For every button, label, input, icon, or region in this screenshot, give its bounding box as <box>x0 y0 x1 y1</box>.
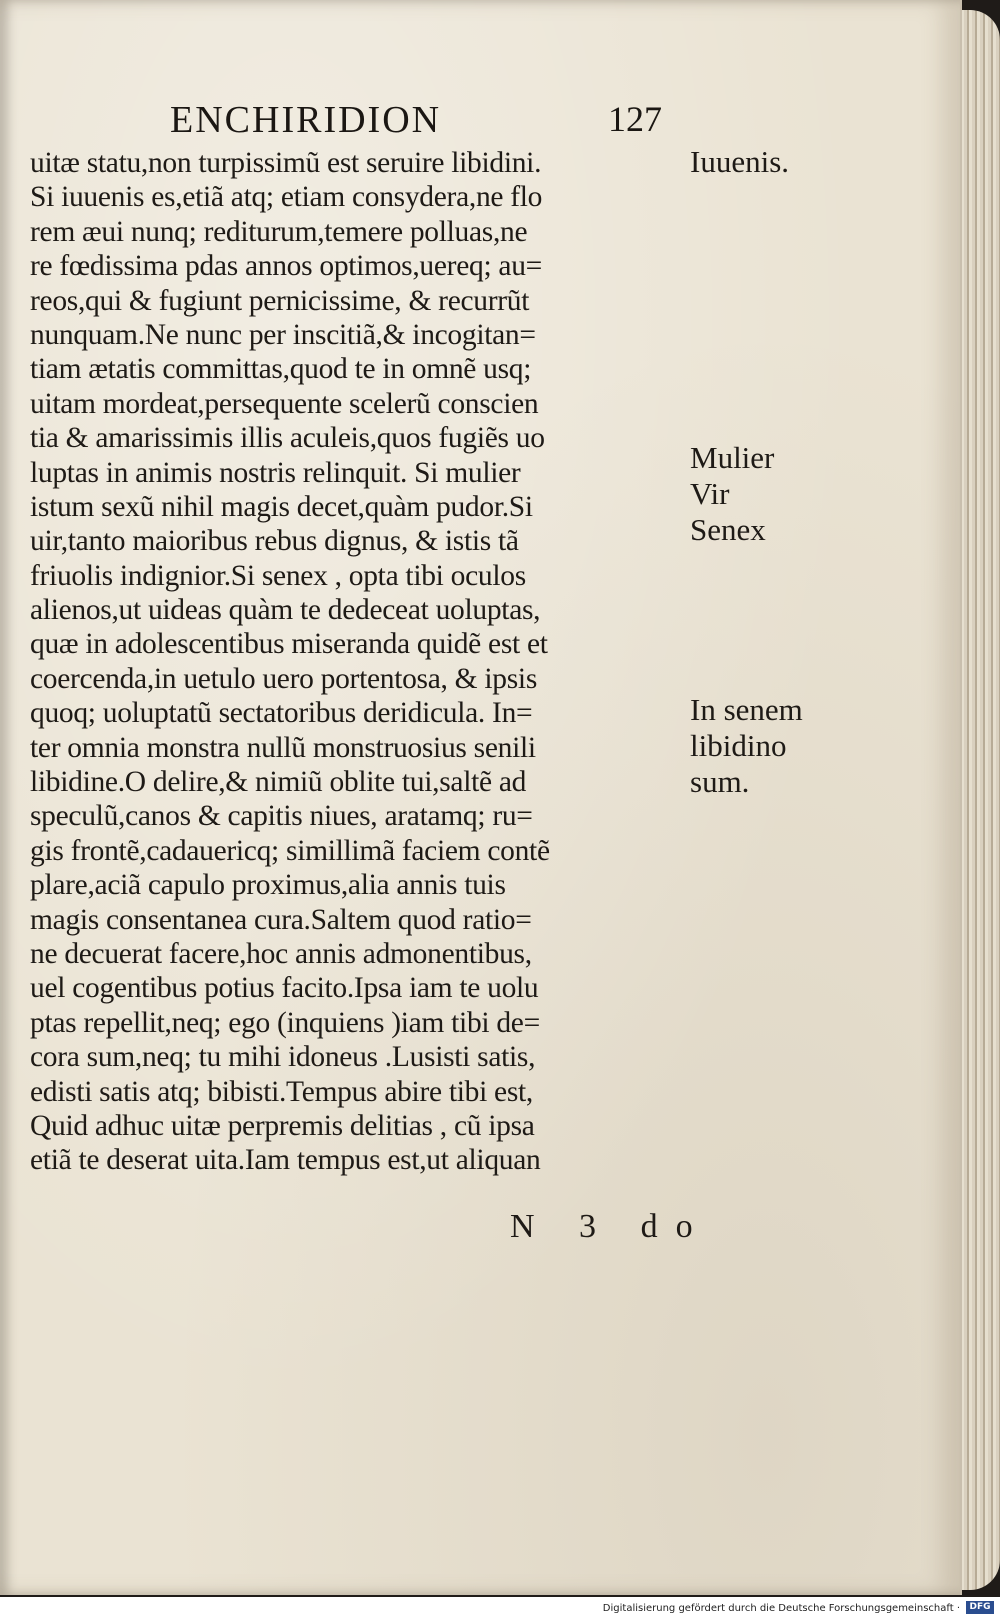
text-line: luptas in animis nostris relinquit. Si mulier <box>30 456 521 489</box>
text-line: ter omnia monstra nullũ monstruosius senili <box>30 731 536 764</box>
text-line: gis frontẽ,cadauericq; simillimã faciem contẽ <box>30 834 550 867</box>
digitization-footer <box>0 1597 1000 1617</box>
text-line: ptas repellit,neq; ego (inquiens )iam tibi de= <box>30 1006 540 1039</box>
text-line: libidine.O delire,& nimiũ oblite tui,saltẽ ad <box>30 766 527 799</box>
margin-note-in-senem: In senem <box>690 692 803 727</box>
catchword-line <box>510 1208 711 1246</box>
text-line: cora sum,neq; tu mihi idoneus .Lusisti satis, <box>30 1041 536 1074</box>
catchword: do <box>640 1208 711 1245</box>
text-line: nunquam.Ne nunc per inscitiã,& incogitan= <box>30 318 536 351</box>
text-line: quæ in adolescentibus miseranda quidẽ est et <box>30 628 548 661</box>
text-line: tia & amarissimis illis aculeis,quos fugiẽs uo <box>30 422 545 455</box>
margin-note-sum: sum. <box>690 764 750 799</box>
text-line: coercenda,in uetulo uero portentosa, & ipsis <box>30 662 537 695</box>
text-line: alienos,ut uideas quàm te dedeceat uoluptas, <box>30 594 541 627</box>
text-line: rem æui nunq; rediturum,temere polluas,ne <box>30 215 528 248</box>
text-line: reos,qui & fugiunt pernicissime, & recurrũt <box>30 284 530 317</box>
text-line: uitæ statu,non turpissimũ est seruire libidini. <box>30 147 542 179</box>
text-line: istum sexũ nihil magis decet,quàm pudor.Si <box>30 490 533 523</box>
text-line: plare,aciã capulo proximus,alia annis tuis <box>30 869 506 902</box>
text-line: Quid adhuc uitæ perpremis delitias , cũ ipsa <box>30 1109 535 1142</box>
margin-note-libidino: libidino <box>690 728 787 763</box>
footer-credit: Digitalisierung gefördert durch die Deutsche Forschungsgemeinschaft · <box>602 1603 960 1614</box>
margin-note-senex: Senex <box>690 512 766 547</box>
text-line: uel cogentibus potius facito.Ipsa iam te uolu <box>30 972 539 1005</box>
text-line: Si iuuenis es,etiã atq; etiam consydera,ne flo <box>30 181 543 214</box>
margin-note-mulier: Mulier <box>690 440 775 475</box>
signature-mark: N 3 <box>510 1208 615 1245</box>
running-title: ENCHIRIDION <box>170 99 442 141</box>
text-line: magis consentanea cura.Saltem quod ratio= <box>30 903 532 936</box>
folio-number: 127 <box>608 99 662 139</box>
running-head <box>0 98 700 148</box>
text-line: uir,tanto maioribus rebus dignus, & istis tã <box>30 525 519 558</box>
text-line: quoq; uoluptatũ sectatoribus deridicula. In= <box>30 697 533 730</box>
text-line: uitam mordeat,persequente scelerũ conscien <box>30 387 539 420</box>
text-line: friuolis indignior.Si senex , opta tibi oculos <box>30 559 526 592</box>
margin-note-iuuenis: Iuuenis. <box>690 144 790 179</box>
text-line: etiã te deserat uita.Iam tempus est,ut aliquan <box>30 1144 541 1177</box>
text-line: edisti satis atq; bibisti.Tempus abire tibi est, <box>30 1075 534 1108</box>
margin-note-vir: Vir <box>690 476 730 511</box>
text-line: re fœdissima pdas annos optimos,uereq; au= <box>30 250 542 283</box>
text-line: ne decuerat facere,hoc annis admonentibus, <box>30 937 532 970</box>
text-line: tiam ætatis committas,quod te in omnẽ usq; <box>30 353 532 386</box>
text-line: speculũ,canos & capitis niues, aratamq; ru= <box>30 800 533 833</box>
main-text-block <box>30 146 690 1178</box>
dfg-logo: DFG <box>966 1601 994 1614</box>
